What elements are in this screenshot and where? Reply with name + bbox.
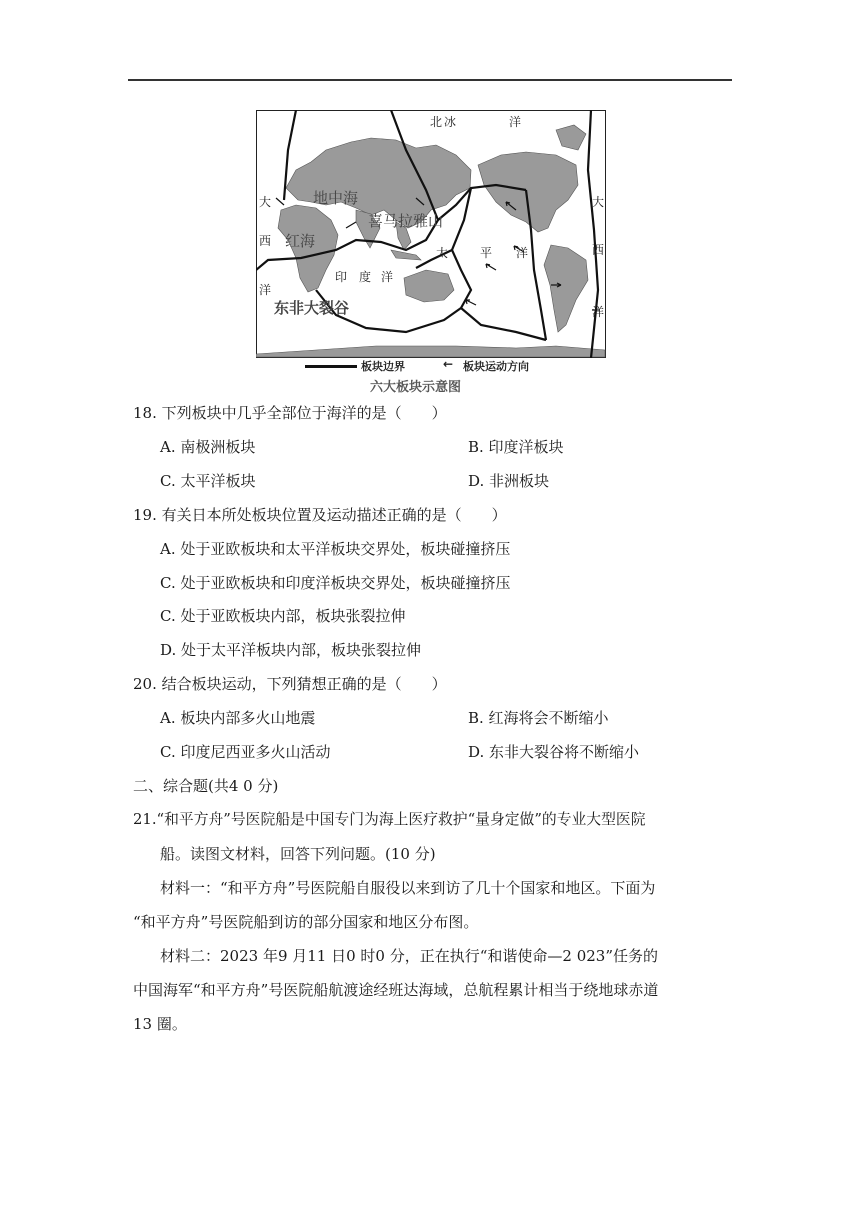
map-legend (305, 358, 565, 374)
q21-material-1-line-2: “和平方舟”号医院船到访的部分国家和地区分布图。 (133, 913, 479, 931)
map-label-red-sea: 红海 (285, 232, 316, 250)
q18-stem: 18. 下列板块中几乎全部位于海洋的是（ ） (133, 404, 447, 422)
q19-stem: 19. 有关日本所处板块位置及运动描述正确的是（ ） (133, 506, 507, 524)
q21-material-2-line-1: 材料二：2023 年9 月11 日0 时0 分，正在执行“和谐使命—2 023”任务的 (160, 947, 659, 965)
map-label-arctic-ocean: 洋 (509, 115, 522, 129)
q18-option-d: D. 非洲板块 (468, 472, 550, 490)
map-label-east-african-rift: 东非大裂谷 (274, 299, 350, 317)
q18-option-a: A. 南极洲板块 (160, 438, 256, 456)
map-label-atlantic-da: 大 (259, 195, 272, 209)
map-label-indian-yin: 印 (335, 270, 348, 284)
q20-option-b: B. 红海将会不断缩小 (468, 709, 609, 727)
q18-option-c: C. 太平洋板块 (160, 472, 256, 490)
q19-option-a: A. 处于亚欧板块和太平洋板块交界处，板块碰撞挤压 (160, 540, 511, 558)
q20-option-d: D. 东非大裂谷将不断缩小 (468, 743, 640, 761)
q19-option-d: D. 处于太平洋板块内部，板块张裂拉伸 (160, 641, 422, 659)
q21-material-2-line-3: 13 圈。 (133, 1015, 187, 1033)
map-label-north: 北 (430, 115, 443, 129)
q20-option-c: C. 印度尼西亚多火山活动 (160, 743, 331, 761)
map-label-atlantic2-yang: 洋 (592, 305, 605, 319)
map-label-atlantic-xi: 西 (259, 234, 272, 248)
map-label-ice: 冰 (444, 115, 457, 129)
q21-line-1: 21.“和平方舟”号医院船是中国专门为海上医疗救护“量身定做”的专业大型医院 (133, 811, 646, 828)
map-label-atlantic-yang: 洋 (259, 283, 272, 297)
legend-direction-label: 板块运动方向 (463, 360, 529, 373)
map-label-atlantic2-xi: 西 (592, 243, 605, 257)
boundary-line-swatch (305, 365, 357, 368)
arrow-left-icon: ← (443, 357, 454, 371)
map-caption: 六大板块示意图 (370, 380, 462, 395)
header-rule (128, 79, 732, 81)
map-label-atlantic2-da: 大 (592, 195, 605, 209)
map-label-pacific-tai: 太 (436, 246, 449, 260)
q21-material-1-line-1: 材料一：“和平方舟”号医院船自服役以来到访了几十个国家和地区。下面为 (160, 879, 656, 897)
legend-boundary-label: 板块边界 (361, 360, 405, 373)
map-label-himalaya: 喜马拉雅山 (368, 212, 444, 230)
q21-line-2: 船。读图文材料，回答下列问题。(10 分) (160, 845, 436, 863)
q18-option-b: B. 印度洋板块 (468, 438, 564, 456)
map-label-pacific-yang: 洋 (516, 246, 529, 260)
map-label-pacific-ping: 平 (480, 246, 493, 260)
map-label-mediterranean: 地中海 (313, 189, 359, 207)
map-label-indian-yang: 洋 (381, 270, 394, 284)
q20-stem: 20. 结合板块运动，下列猜想正确的是（ ） (133, 675, 447, 693)
section-2-heading: 二、综合题(共4 0 分) (133, 777, 279, 795)
q20-option-a: A. 板块内部多火山地震 (160, 709, 316, 727)
map-label-indian-du: 度 (359, 270, 372, 284)
q19-option-b: C. 处于亚欧板块和印度洋板块交界处，板块碰撞挤压 (160, 574, 511, 592)
q21-material-2-line-2: 中国海军“和平方舟”号医院船航渡途经班达海域，总航程累计相当于绕地球赤道 (133, 981, 659, 999)
q19-option-c: C. 处于亚欧板块内部，板块张裂拉伸 (160, 607, 406, 625)
